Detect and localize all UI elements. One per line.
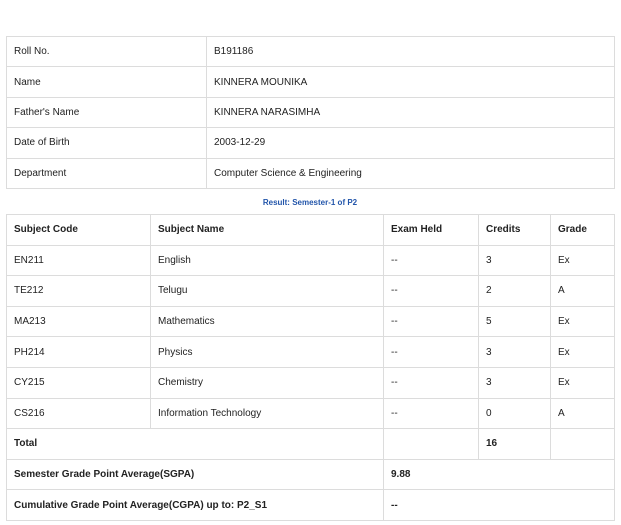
subject-code: PH214 bbox=[7, 337, 151, 368]
table-row bbox=[7, 306, 615, 337]
student-row-date-of-birth bbox=[7, 128, 615, 158]
subject-name: Physics bbox=[151, 337, 384, 368]
exam-held: -- bbox=[384, 276, 479, 307]
grade: Ex bbox=[551, 337, 615, 368]
department-label: Department bbox=[7, 158, 207, 188]
table-row bbox=[7, 398, 615, 429]
exam-held: -- bbox=[384, 306, 479, 337]
student-row-fathers-name bbox=[7, 97, 615, 127]
subject-code: TE212 bbox=[7, 276, 151, 307]
marks-table bbox=[6, 214, 615, 521]
sgpa-label: Semester Grade Point Average(SGPA) bbox=[7, 459, 384, 490]
sgpa-row bbox=[7, 459, 615, 490]
subject-name: Chemistry bbox=[151, 367, 384, 398]
grade: Ex bbox=[551, 306, 615, 337]
table-row bbox=[7, 337, 615, 368]
credits: 3 bbox=[479, 337, 551, 368]
subject-name: Telugu bbox=[151, 276, 384, 307]
exam-held: -- bbox=[384, 245, 479, 276]
department-value: Computer Science & Engineering bbox=[207, 158, 615, 188]
table-row bbox=[7, 276, 615, 307]
name-value: KINNERA MOUNIKA bbox=[207, 67, 615, 97]
cgpa-label: Cumulative Grade Point Average(CGPA) up to: P2_S1 bbox=[7, 490, 384, 521]
total-credits: 16 bbox=[479, 429, 551, 460]
date-of-birth-label: Date of Birth bbox=[7, 128, 207, 158]
cgpa-row bbox=[7, 490, 615, 521]
roll-no-value: B191186 bbox=[207, 37, 615, 67]
credits: 5 bbox=[479, 306, 551, 337]
exam-held: -- bbox=[384, 398, 479, 429]
exam-held: -- bbox=[384, 367, 479, 398]
student-row-name bbox=[7, 67, 615, 97]
grade: Ex bbox=[551, 245, 615, 276]
roll-no-label: Roll No. bbox=[7, 37, 207, 67]
header-subject-name: Subject Name bbox=[151, 215, 384, 246]
credits: 3 bbox=[479, 245, 551, 276]
student-row-department bbox=[7, 158, 615, 188]
marks-header-row bbox=[7, 215, 615, 246]
cgpa-value: -- bbox=[384, 490, 615, 521]
grade: A bbox=[551, 398, 615, 429]
header-grade: Grade bbox=[551, 215, 615, 246]
total-label: Total bbox=[7, 429, 384, 460]
sgpa-value: 9.88 bbox=[384, 459, 615, 490]
subject-name: Mathematics bbox=[151, 306, 384, 337]
credits: 3 bbox=[479, 367, 551, 398]
subject-code: EN211 bbox=[7, 245, 151, 276]
subject-code: CS216 bbox=[7, 398, 151, 429]
total-row bbox=[7, 429, 615, 460]
header-credits: Credits bbox=[479, 215, 551, 246]
fathers-name-label: Father's Name bbox=[7, 97, 207, 127]
subject-code: MA213 bbox=[7, 306, 151, 337]
credits: 2 bbox=[479, 276, 551, 307]
student-row-roll-no bbox=[7, 37, 615, 67]
header-exam-held: Exam Held bbox=[384, 215, 479, 246]
subject-name: Information Technology bbox=[151, 398, 384, 429]
header-subject-code: Subject Code bbox=[7, 215, 151, 246]
subject-name: English bbox=[151, 245, 384, 276]
subject-code: CY215 bbox=[7, 367, 151, 398]
total-exam-empty bbox=[384, 429, 479, 460]
table-row bbox=[7, 245, 615, 276]
credits: 0 bbox=[479, 398, 551, 429]
name-label: Name bbox=[7, 67, 207, 97]
date-of-birth-value: 2003-12-29 bbox=[207, 128, 615, 158]
table-row bbox=[7, 367, 615, 398]
result-caption: Result: Semester-1 of P2 bbox=[262, 198, 358, 207]
fathers-name-value: KINNERA NARASIMHA bbox=[207, 97, 615, 127]
total-grade-empty bbox=[551, 429, 615, 460]
student-details-table bbox=[6, 36, 615, 189]
grade: A bbox=[551, 276, 615, 307]
exam-held: -- bbox=[384, 337, 479, 368]
grade: Ex bbox=[551, 367, 615, 398]
